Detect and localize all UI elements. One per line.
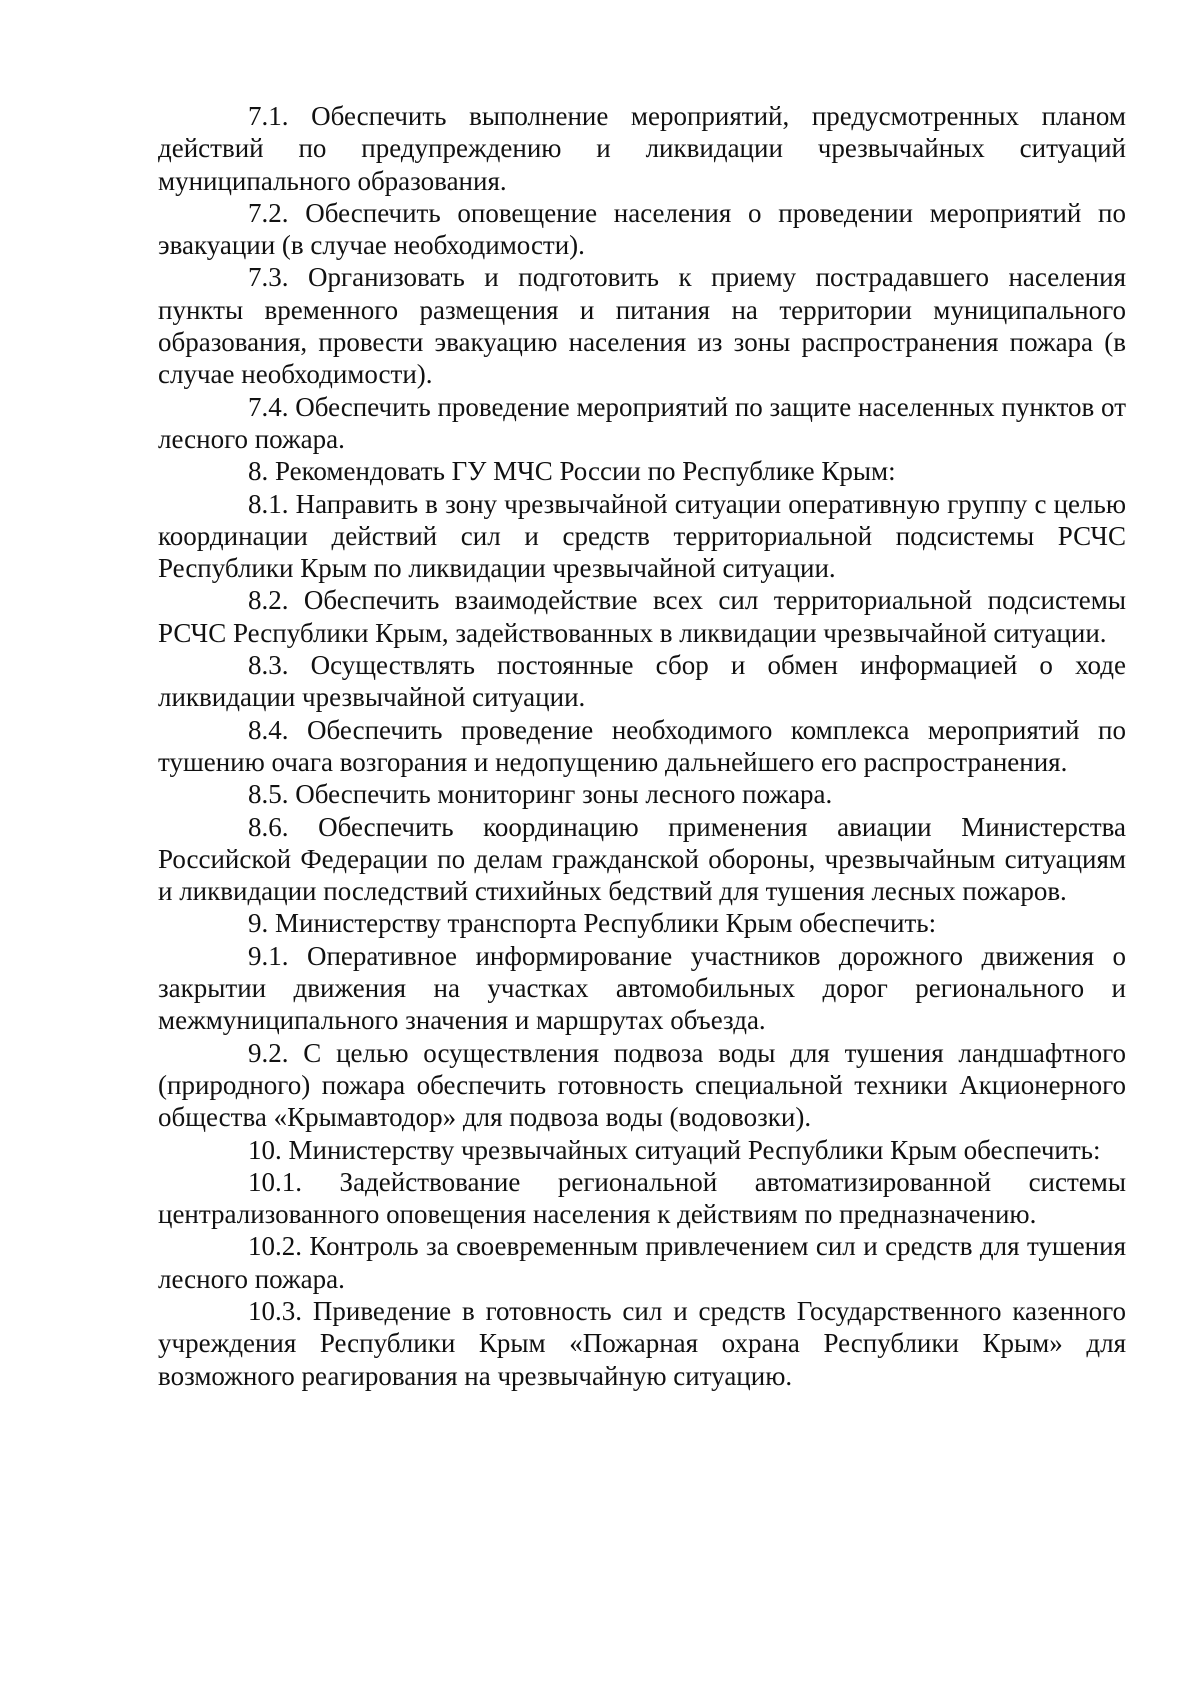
paragraph-7-1: 7.1. Обеспечить выполнение мероприятий, предусмотренных планом действий по предупреждению и ликвидации чрезвычайных ситуаций муниципального образования. <box>158 101 1126 196</box>
paragraph-10-1: 10.1. Задействование региональной автоматизированной системы централизованного оповещения населения к действиям по предназначению. <box>158 1166 1126 1230</box>
paragraph-8-3: 8.3. Осуществлять постоянные сбор и обмен информацией о ходе ликвидации чрезвычайной ситуации. <box>158 650 1126 713</box>
paragraph-7-4: 7.4. Обеспечить проведение мероприятий по защите населенных пунктов от лесного пожара. <box>158 391 1126 454</box>
paragraph-7-2: 7.2. Обеспечить оповещение населения о проведении мероприятий по эвакуации (в случае необходимости). <box>158 197 1126 261</box>
document-body <box>158 100 1126 1392</box>
paragraph-8-4: 8.4. Обеспечить проведение необходимого комплекса мероприятий по тушению очага возгорания и недопущению дальнейшего его распространения. <box>158 714 1126 777</box>
paragraph-9-2: 9.2. С целью осуществления подвоза воды для тушения ландшафтного (природного) пожара обеспечить готовность специальной техники Акционерного общества «Крымавтодор» для подвоза воды (водовозки). <box>158 1037 1126 1133</box>
paragraph-10-3: 10.3. Приведение в готовность сил и средств Государственного казенного учреждения Республики Крым «Пожарная охрана Республики Крым» для возможного реагирования на чрезвычайную ситуацию. <box>158 1295 1126 1391</box>
paragraph-8-6: 8.6. Обеспечить координацию применения авиации Министерства Российской Федерации по делам гражданской обороны, чрезвычайным ситуациям и ликвидации последствий стихийных бедствий для тушения лесных пожаров. <box>158 811 1126 907</box>
paragraph-8-1: 8.1. Направить в зону чрезвычайной ситуации оперативную группу с целью координации действий сил и средств территориальной подсистемы РСЧС Республики Крым по ликвидации чрезвычайной ситуации. <box>158 488 1126 584</box>
paragraph-10: 10. Министерству чрезвычайных ситуаций Республики Крым обеспечить: <box>248 1134 1101 1165</box>
paragraph-10-2: 10.2. Контроль за своевременным привлечением сил и средств для тушения лесного пожара. <box>158 1231 1126 1294</box>
paragraph-8: 8. Рекомендовать ГУ МЧС России по Республике Крым: <box>248 456 896 487</box>
paragraph-8-2: 8.2. Обеспечить взаимодействие всех сил территориальной подсистемы РСЧС Республики Крым, задействованных в ликвидации чрезвычайной ситуации. <box>158 585 1126 648</box>
paragraph-7-3: 7.3. Организовать и подготовить к приему пострадавшего населения пункты временного размещения и питания на территории муниципального образования, провести эвакуацию населения из зоны распространения пожара (в случае необходимости). <box>158 262 1126 390</box>
paragraph-9-1: 9.1. Оперативное информирование участников дорожного движения о закрытии движения на участках автомобильных дорог регионального и межмуниципального значения и маршрутах объезда. <box>158 940 1126 1036</box>
paragraph-9: 9. Министерству транспорта Республики Крым обеспечить: <box>248 908 937 939</box>
paragraph-8-5: 8.5. Обеспечить мониторинг зоны лесного пожара. <box>248 779 833 810</box>
